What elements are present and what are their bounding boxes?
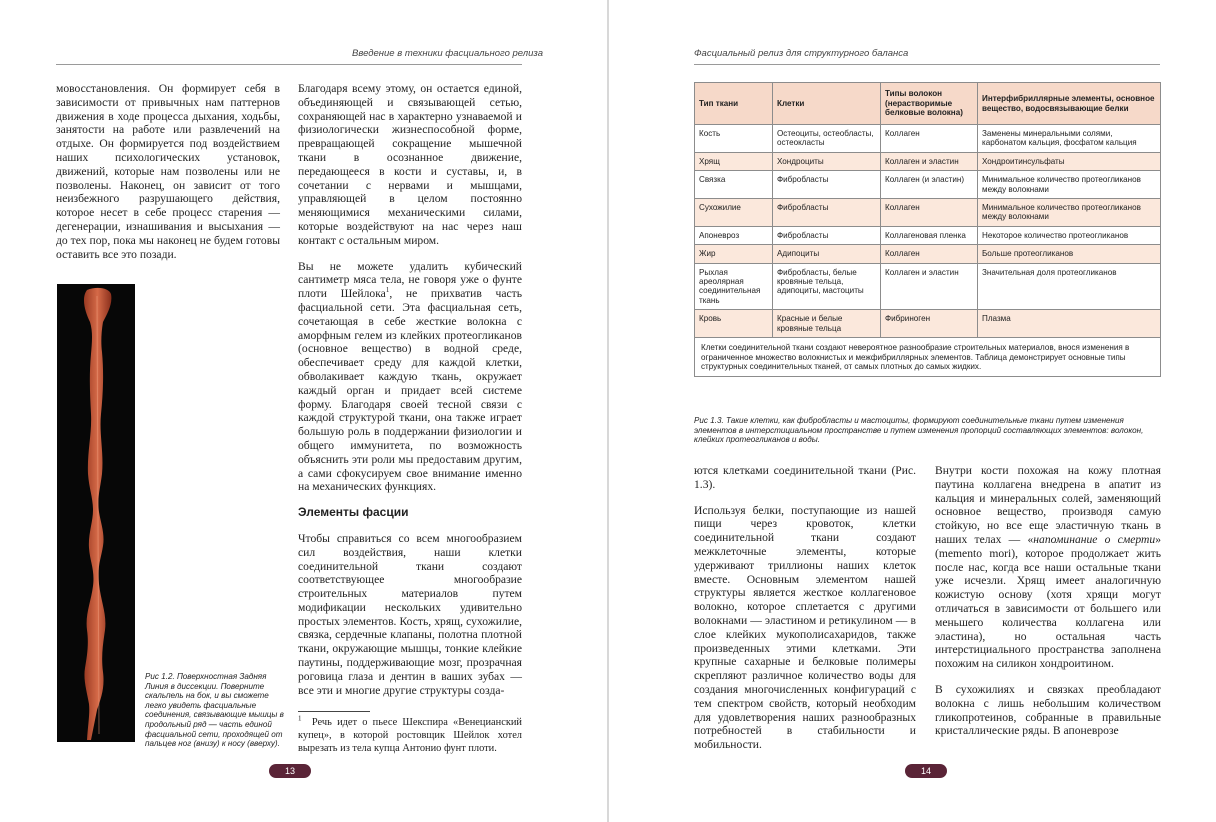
column-header: Типы волокон (нерастворимые белковые волокна): [881, 83, 978, 125]
table-cell: Коллаген: [881, 125, 978, 153]
table-cell: Фибробласты: [773, 199, 881, 227]
text-run: Внутри кости похожая на кожу плотная паутина коллагена внедрена в апатит из кальция и минеральных солей, заменяющий основное вещество, производя самую стойкую, но все еще эластичную ткань в наших телах — «: [935, 464, 1161, 546]
table-cell: Минимальное количество протеогликанов между волокнами: [978, 199, 1161, 227]
table-cell: Фибробласты: [773, 171, 881, 199]
table-cell: Коллаген (и эластин): [881, 171, 978, 199]
right-column-2: [935, 464, 1161, 750]
table-cell: Плазма: [978, 310, 1161, 338]
table-cell: Коллагеновая пленка: [881, 226, 978, 244]
figure-caption: Рис 1.2. Поверхностная Задняя Линия в диссекции. Поверните скальпель на бок, и вы сможете легко увидеть фасциальные соединения, связывающие мышцы в продольный ряд — часть единой фасциальной сети, проходящей от пальцев ног (внизу) к носу (вверху).: [145, 672, 284, 749]
text-run: Вы не можете удалить кубический сантиметр мяса тела, не говоря уже о фунте плоти Шейлока: [298, 259, 522, 301]
table-row: [695, 152, 1161, 170]
table-cell: Значительная доля протеогликанов: [978, 263, 1161, 310]
text-run: , не прихватив часть фасциальной сети. Эта фасциальная сеть, сочетающая в себе жесткие волокна с аморфным гелем из клейких протеогликанов (основное вещество) в водной среде, обеспечивает среду для каждой клетки, обволакивает каждую ткань, окружает каждый орган и придает всей системе форму. Благодаря своей тесной связи с каждой структурой ткани, она также играет большую роль в поддержании физиологии и общего иммунитета, по возможность объяснить эти роли мы предоставим другим, а сами сфокусируем свое внимание именно на механических функциях.: [298, 287, 522, 494]
section-heading: Элементы фасции: [298, 505, 409, 520]
table-cell: Кровь: [695, 310, 773, 338]
table-cell: Сухожилие: [695, 199, 773, 227]
table-row: [695, 226, 1161, 244]
footnote-marker: 1: [385, 286, 390, 295]
table-cell: Коллаген: [881, 199, 978, 227]
table-row: [695, 199, 1161, 227]
table-cell: Фибробласты, белые кровяные тельца, адипоциты, мастоциты: [773, 263, 881, 310]
footnote-text: Речь идет о пьесе Шекспира «Венецианский купец», в которой ростовщик Шейлок хотел вырезать из тела купца Антонио фунт плоти.: [298, 717, 522, 754]
paragraph: ются клетками соединительной ткани (Рис. 1.3).: [694, 464, 916, 491]
header-rule: [56, 64, 522, 65]
table-row: [695, 171, 1161, 199]
table-cell: Хрящ: [695, 152, 773, 170]
footnote: [298, 716, 522, 755]
paragraph: [298, 260, 522, 495]
table-cell: Адипоциты: [773, 245, 881, 263]
table-cell: Связка: [695, 171, 773, 199]
fascia-specimen-image: [57, 284, 135, 742]
table-cell: Коллаген и эластин: [881, 263, 978, 310]
paragraph: В сухожилиях и связках преобладают волокна с лишь небольшим количеством гликопротеинов, собранные в правильные кристаллические ряды. В апоневрозе: [935, 682, 1161, 738]
table-caption: Рис 1.3. Такие клетки, как фибробласты и мастоциты, формируют соединительные ткани путем изменения элементов в интерстициальном пространстве и путем изменения пропорций составляющих элементов: волокон, клейких протеогликанов и воды.: [694, 416, 1144, 445]
text-run: » (memento mori), которое продолжает жить после нас, когда все наши остальные ткани уже исчезли. Хрящ имеет аналогичную кожистую основу (хотя хрящи могут отличаться в зависимости от большего или меньшего количества коллагена или эластина), но остальная часть интерстициального пространства заполнена похожим на силикон хондроитином.: [935, 532, 1161, 671]
tissue-table: [694, 82, 1161, 377]
running-head: Фасциальный релиз для структурного баланса: [694, 48, 909, 59]
dissection-photo: [57, 284, 135, 742]
table-cell: Коллаген: [881, 245, 978, 263]
column-header: Тип ткани: [695, 83, 773, 125]
left-page: [0, 0, 607, 822]
table-cell: Фибриноген: [881, 310, 978, 338]
table-cell: Красные и белые кровяные тельца: [773, 310, 881, 338]
footnote-rule: [298, 711, 370, 712]
header-rule: [694, 64, 1160, 65]
table-header-row: [695, 83, 1161, 125]
table-body: [695, 125, 1161, 338]
table-note: Клетки соединительной ткани создают невероятное разнообразие строительных материалов, внося изменения в ограниченное множество волокнистых и межфибриллярных элементов. Таблица демонстрирует основные типы структурных соединительных тканей, от самых плотных до самых жидких.: [695, 338, 1161, 377]
left-column-2: [298, 82, 522, 709]
paragraph: [935, 464, 1161, 671]
left-column-1: [56, 82, 280, 273]
page-number: 13: [269, 764, 311, 778]
table-cell: Жир: [695, 245, 773, 263]
table-cell: Некоторое количество протеогликанов: [978, 226, 1161, 244]
table-row: [695, 125, 1161, 153]
right-page: [609, 0, 1216, 822]
table-row: [695, 310, 1161, 338]
table-cell: Хондроитинсульфаты: [978, 152, 1161, 170]
table-row: [695, 263, 1161, 310]
table-cell: Хондроциты: [773, 152, 881, 170]
footnote-number: 1: [298, 714, 302, 723]
running-head: Введение в техники фасциального релиза: [352, 48, 543, 59]
right-column-1: [694, 464, 916, 764]
paragraph: Благодаря всему этому, он остается единой, объединяющей и связывающей сетью, сохраняющей нас в характерно узнаваемой и физиологически жизнеспособной форме, превращающей сокращение мышечной ткани в осознанное движение, передающееся в кости и суставы, и, в сочетании с нервами и мышцами, управляющей в целом постоянно меняющимися механическими силами, которые воздействуют на нас через наш контакт с остальным миром.: [298, 82, 522, 247]
table-cell: Фибробласты: [773, 226, 881, 244]
table-cell: Апоневроз: [695, 226, 773, 244]
table-cell: Остеоциты, остеобласты, остеокласты: [773, 125, 881, 153]
paragraph: Чтобы справиться со всем многообразием сил воздействия, наши клетки соединительной ткани создают соответствующее многообразие строительных материалов путем модификации нескольких удивительно простых элементов. Кость, хрящ, сухожилие, связка, сердечные клапаны, полотна плотной ткани, окружающие мышцы, тонкие клейкие паутины, поддерживающие мозг, прозрачная роговица глаза и дентин в ваших зубах — все эти и многие другие структуры созда-: [298, 531, 522, 697]
page-number: 14: [905, 764, 947, 778]
table-cell: Коллаген и эластин: [881, 152, 978, 170]
column-header: Интерфибриллярные элементы, основное вещество, водосвязывающие белки: [978, 83, 1161, 125]
table-cell: Минимальное количество протеогликанов между волокнами: [978, 171, 1161, 199]
table-cell: Рыхлая ареолярная соединительная ткань: [695, 263, 773, 310]
italic-phrase: напоминание о смерти: [1033, 532, 1156, 546]
table-cell: Заменены минеральными солями, карбонатом кальция, фосфатом кальция: [978, 125, 1161, 153]
table-cell: Больше протеогликанов: [978, 245, 1161, 263]
paragraph: Используя белки, поступающие из нашей пищи через кровоток, клетки соединительной ткани создают межклеточные элементы, которые удерживают триллионы наших клеток вместе. Основным элементом нашей структуры является жесткое коллагеновое волокно, которое сплетается с другими волокнами — эластином и ретикулином — в слое клейких мукополисахаридов, также произведенных этими клетками. Эти крупные сахарные и белковые полимеры скрепляют различное количество воды для создания многочисленных конфигураций с тем спектром свойств, который необходим для удовлетворения наших разнообразных потребностей в стабильности и мобильности.: [694, 503, 916, 752]
table-cell: Кость: [695, 125, 773, 153]
table-row: [695, 245, 1161, 263]
column-header: Клетки: [773, 83, 881, 125]
table-note-row: [695, 338, 1161, 377]
tissue-table-block: [694, 82, 1161, 377]
paragraph: мовосстановления. Он формирует себя в зависимости от привычных нам паттернов движения в ходе процесса дыхания, ходьбы, занятости на работе или развлечений на отдыхе. Он формируется под воздействием наших психологических установок, движений, которые нам позволены или не позволены. Наконец, он зависит от того неизбежного разрушающего действия, которое несет в себе процесс старения — дегенерации, изнашивания и высыхания — до тех пор, пока мы наконец не будем готовы оставить все это позади.: [56, 82, 280, 261]
